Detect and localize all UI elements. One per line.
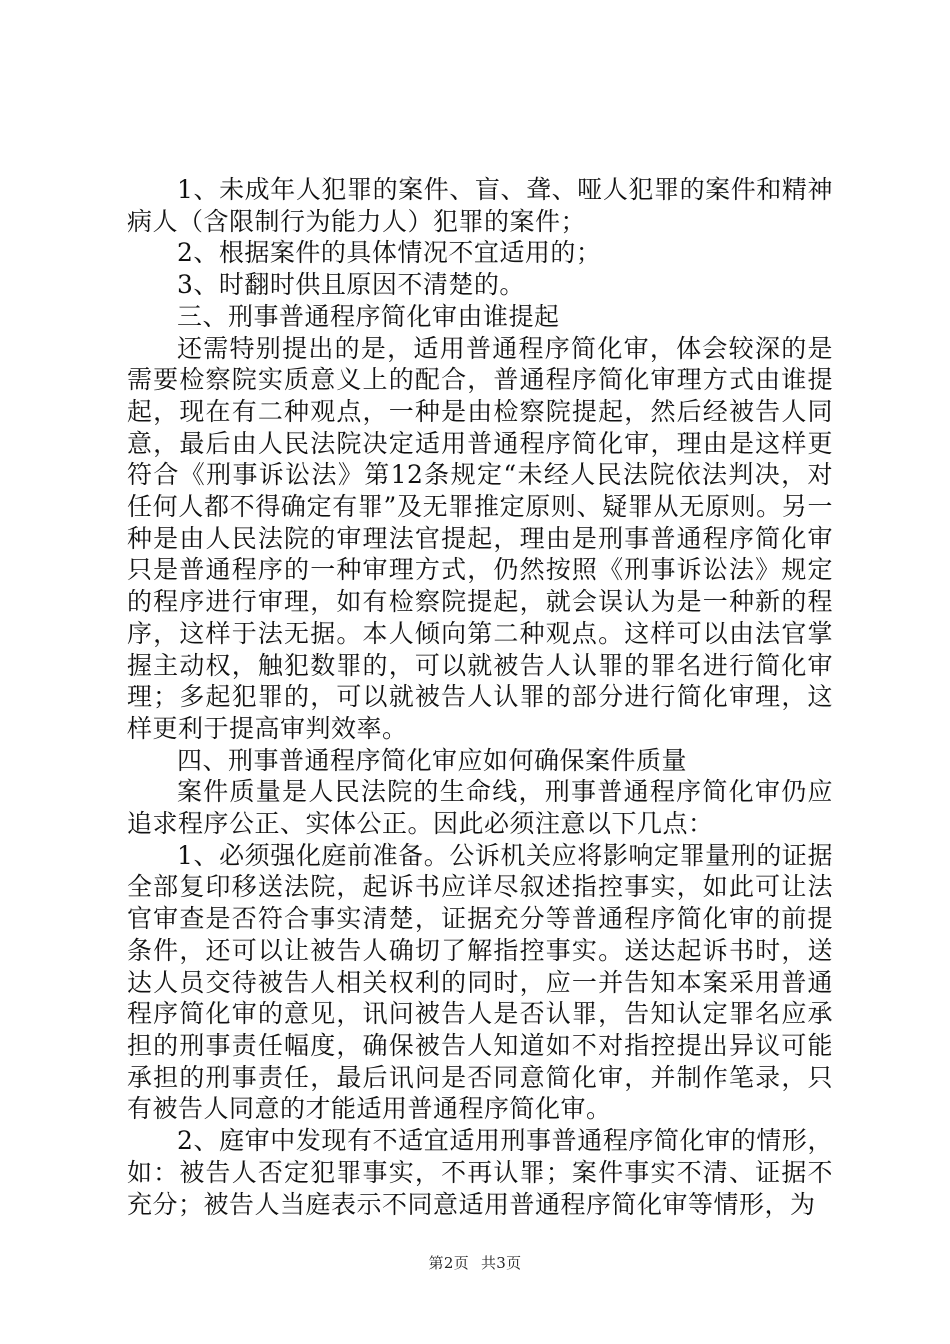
paragraph-exclusion-2: 2、根据案件的具体情况不宜适用的；	[177, 238, 602, 268]
paragraph-case-quality: 案件质量是人民法院的生命线，刑事普通程序简化审仍应追求程序公正、实体公正。因此必须注意以下几点：	[127, 777, 833, 839]
paragraph-trial-unsuitable: 2、庭审中发现有不适宜适用刑事普通程序简化审的情形，如：被告人否定犯罪事实，不再认罪；案件事实不清、证据不充分；被告人当庭表示不同意适用普通程序简化审等情形，为	[127, 1126, 833, 1219]
paragraph-exclusion-3: 3、时翻时供且原因不清楚的。	[177, 270, 525, 300]
section-heading-3: 三、刑事普通程序简化审由谁提起	[177, 301, 560, 331]
section-heading-4: 四、刑事普通程序简化审应如何确保案件质量	[177, 745, 688, 775]
page-number: 第2页	[428, 1254, 469, 1272]
document-body	[127, 174, 833, 1220]
paragraph-who-initiates: 还需特别提出的是，适用普通程序简化审，体会较深的是需要检察院实质意义上的配合，普通程序简化审理方式由谁提起，现在有二种观点，一种是由检察院提起，然后经被告人同意，最后由人民法院决定适用普通程序简化审，理由是这样更符合《刑事诉讼法》第12条规定“未经人民法院依法判决，对任何人都不得确定有罪”及无罪推定原则、疑罪从无原则。另一种是由人民法院的审理法官提起，理由是刑事普通程序简化审只是普通程序的一种审理方式，仍然按照《刑事诉讼法》规定的程序进行审理，如有检察院提起，就会误认为是一种新的程序，这样于法无据。本人倾向第二种观点。这样可以由法官掌握主动权，触犯数罪的，可以就被告人认罪的罪名进行简化审理；多起犯罪的，可以就被告人认罪的部分进行简化审理，这样更利于提高审判效率。	[127, 333, 833, 743]
paragraph-exclusion-1: 1、未成年人犯罪的案件、盲、聋、哑人犯罪的案件和精神病人（含限制行为能力人）犯罪的案件；	[127, 175, 833, 236]
page-total: 共3页	[481, 1254, 522, 1272]
page-footer	[0, 1252, 950, 1273]
paragraph-pretrial-preparation: 1、必须强化庭前准备。公诉机关应将影响定罪量刑的证据全部复印移送法院，起诉书应详尽叙述指控事实，如此可让法官审查是否符合事实清楚，证据充分等普通程序简化审的前提条件，还可以让被告人确切了解指控事实。送达起诉书时，送达人员交待被告人相关权利的同时，应一并告知本案采用普通程序简化审的意见，讯问被告人是否认罪，告知认定罪名应承担的刑事责任幅度，确保被告人知道如不对指控提出异议可能承担的刑事责任，最后讯问是否同意简化审，并制作笔录，只有被告人同意的才能适用普通程序简化审。	[127, 840, 833, 1124]
